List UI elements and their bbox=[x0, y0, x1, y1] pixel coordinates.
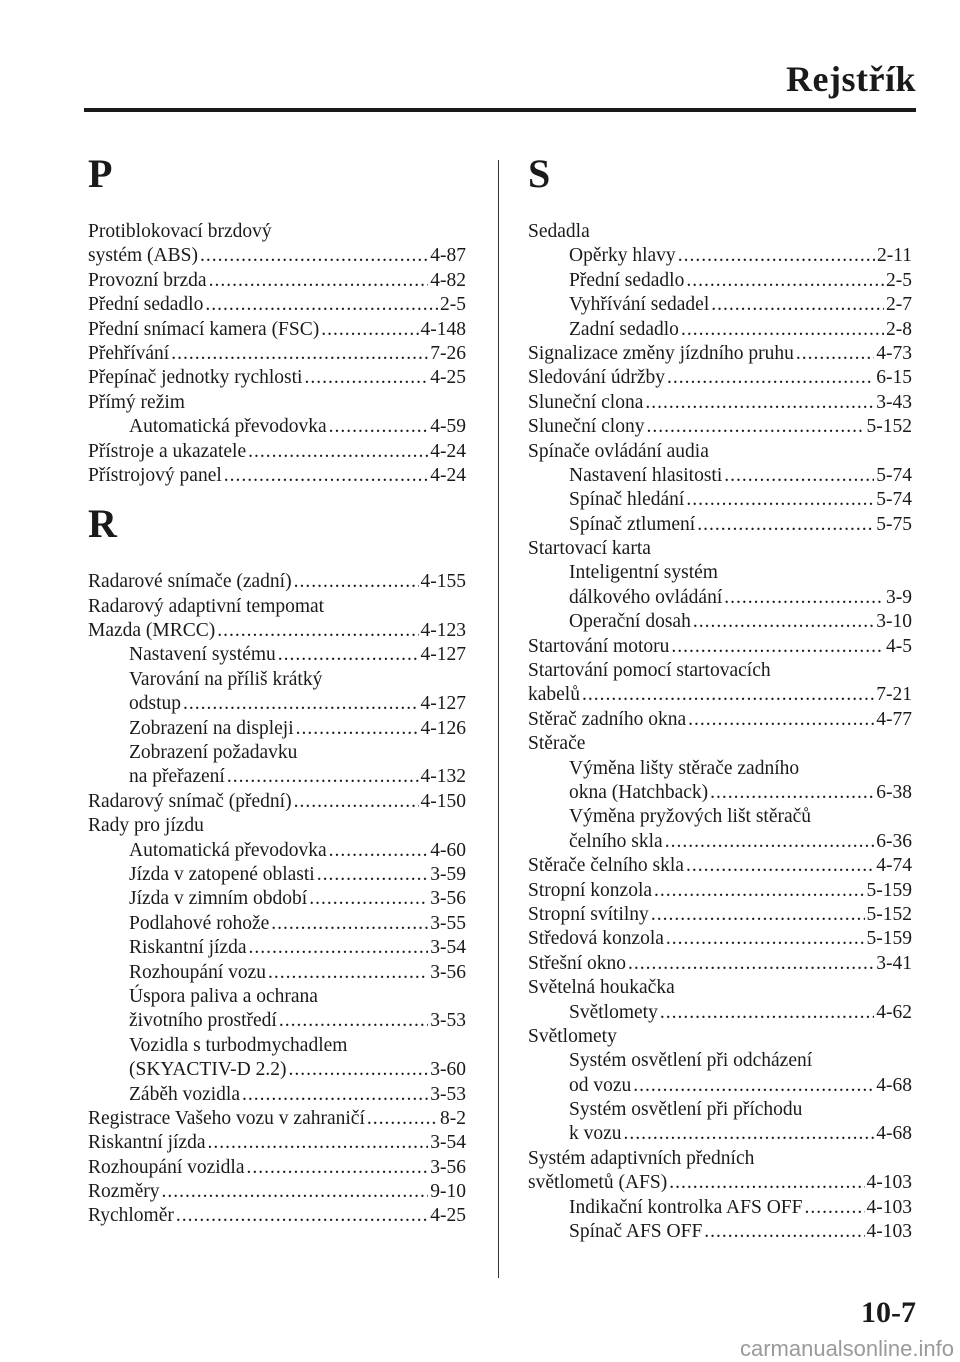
index-entry-term: Světlomety bbox=[569, 1001, 658, 1023]
index-entry bbox=[88, 985, 466, 1009]
index-entry-term: Radarový snímač (přední) bbox=[88, 790, 292, 812]
index-entry bbox=[528, 1122, 912, 1146]
index-column-left bbox=[88, 150, 466, 1229]
index-entry bbox=[528, 976, 912, 1000]
index-entry-term: Světelná houkačka bbox=[528, 977, 675, 999]
dot-leader bbox=[279, 1009, 428, 1033]
dot-leader bbox=[294, 790, 419, 814]
index-entry-page: 4-103 bbox=[866, 1172, 912, 1194]
dot-leader bbox=[171, 342, 428, 366]
index-entry-term: Stropní svítilny bbox=[528, 903, 649, 925]
index-entry-term: odstup bbox=[129, 693, 182, 715]
index-letter-heading: R bbox=[88, 501, 117, 547]
index-entry bbox=[88, 1180, 466, 1204]
index-entry-page: 6-38 bbox=[876, 781, 912, 803]
index-entry-term: Přepínač jednotky rychlosti bbox=[88, 367, 303, 389]
dot-leader bbox=[796, 342, 874, 366]
watermark: carmanualsonline.info bbox=[739, 1336, 954, 1361]
index-entry-page: 4-103 bbox=[866, 1221, 912, 1243]
index-entry-term: Systém osvětlení při odcházení bbox=[569, 1050, 813, 1072]
index-entry-term: Radarové snímače (zadní) bbox=[88, 571, 292, 593]
index-entry bbox=[88, 1131, 466, 1155]
index-entry-term: Zobrazení na displeji bbox=[129, 717, 294, 739]
index-entry-page: 3-53 bbox=[430, 1010, 466, 1032]
index-entry bbox=[88, 1083, 466, 1107]
dot-leader bbox=[309, 887, 428, 911]
index-entry-page: 5-152 bbox=[866, 416, 912, 438]
index-entry-term: Riskantní jízda bbox=[129, 937, 247, 959]
index-entry-term: Sledování údržby bbox=[528, 367, 666, 389]
section-gap bbox=[88, 488, 466, 500]
dot-leader bbox=[669, 1171, 864, 1195]
index-entry-term: Zobrazení požadavku bbox=[129, 742, 298, 764]
index-entry-term: Přední sedadlo bbox=[569, 269, 685, 291]
index-entry-term: Sluneční clona bbox=[528, 391, 644, 413]
index-entry-term: Vyhřívání sedadel bbox=[569, 294, 710, 316]
index-entry-term: Startování motoru bbox=[528, 635, 670, 657]
index-entry bbox=[528, 635, 912, 659]
dot-leader bbox=[654, 879, 864, 903]
index-entry-term: Spínač ztlumení bbox=[569, 513, 696, 535]
dot-leader bbox=[804, 1196, 864, 1220]
index-entry bbox=[528, 1171, 912, 1195]
index-entry-term: Mazda (MRCC) bbox=[88, 620, 216, 642]
index-entry-term: Jízda v zimním období bbox=[129, 888, 308, 910]
index-entry-page: 4-150 bbox=[420, 790, 466, 812]
dot-leader bbox=[697, 513, 874, 537]
index-entry-term: Přední sedadlo bbox=[88, 294, 204, 316]
dot-leader bbox=[296, 717, 419, 741]
index-entry bbox=[528, 927, 912, 951]
index-entry-term: Výměna lišty stěrače zadního bbox=[569, 757, 800, 779]
index-entry bbox=[88, 692, 466, 716]
index-entry-page: 2-8 bbox=[886, 318, 912, 340]
column-divider bbox=[498, 160, 499, 1278]
index-entry-term: Startování pomocí startovacích bbox=[528, 660, 771, 682]
index-entry bbox=[528, 903, 912, 927]
dot-leader bbox=[646, 415, 864, 439]
dot-leader bbox=[224, 464, 428, 488]
index-entry-page: 9-10 bbox=[430, 1181, 466, 1203]
index-entry bbox=[88, 814, 466, 838]
index-entry bbox=[88, 1058, 466, 1082]
index-entry-page: 3-53 bbox=[430, 1083, 466, 1105]
index-entry bbox=[528, 610, 912, 634]
index-entry-term: Registrace Vašeho vozu v zahraničí bbox=[88, 1107, 365, 1129]
index-entry-term: Spínač AFS OFF bbox=[569, 1221, 703, 1243]
index-entry bbox=[528, 1025, 912, 1049]
index-entry-page: 5-74 bbox=[876, 464, 912, 486]
index-entry-term: Rychloměr bbox=[88, 1205, 174, 1227]
index-entry bbox=[88, 464, 466, 488]
index-entry bbox=[88, 839, 466, 863]
index-entry-page: 5-74 bbox=[876, 489, 912, 511]
index-entry-term: Úspora paliva a ochrana bbox=[129, 985, 318, 1007]
index-entry-term: Varování na příliš krátký bbox=[129, 668, 323, 690]
index-entry-term: Zadní sedadlo bbox=[569, 318, 679, 340]
index-entry-term: Stěrače bbox=[528, 733, 586, 755]
dot-leader bbox=[671, 635, 884, 659]
index-entry-term: Přehřívání bbox=[88, 342, 170, 364]
index-entry-term: Riskantní jízda bbox=[88, 1132, 206, 1154]
index-entry-page: 7-21 bbox=[876, 684, 912, 706]
index-entry-page: 4-24 bbox=[430, 464, 466, 486]
index-entry-term: Světlomety bbox=[528, 1025, 617, 1047]
dot-leader bbox=[321, 318, 418, 342]
index-entry bbox=[88, 595, 466, 619]
dot-leader bbox=[304, 366, 428, 390]
index-entry-page: 3-60 bbox=[430, 1059, 466, 1081]
index-entry-term: Nastavení systému bbox=[129, 644, 276, 666]
header-rule bbox=[84, 108, 916, 112]
dot-leader bbox=[633, 1074, 874, 1098]
index-entry-term: Inteligentní systém bbox=[569, 562, 718, 584]
index-entry-page: 5-159 bbox=[866, 928, 912, 950]
dot-leader bbox=[660, 1001, 874, 1025]
page-title: Rejstřík bbox=[786, 59, 916, 99]
index-entry-page: 4-126 bbox=[420, 717, 466, 739]
dot-leader bbox=[628, 952, 874, 976]
index-entry-page: 3-54 bbox=[430, 937, 466, 959]
dot-leader bbox=[247, 1156, 429, 1180]
dot-leader bbox=[582, 683, 874, 707]
index-entry-term: Systém osvětlení při příchodu bbox=[569, 1099, 803, 1121]
index-entry-term: Rozměry bbox=[88, 1181, 160, 1203]
index-entry bbox=[88, 342, 466, 366]
index-entry-page: 3-43 bbox=[876, 391, 912, 413]
index-entry-term: kabelů bbox=[528, 684, 580, 706]
index-entry bbox=[528, 244, 912, 268]
dot-leader bbox=[294, 570, 419, 594]
dot-leader bbox=[686, 854, 874, 878]
index-entry bbox=[88, 244, 466, 268]
index-entry-page: 3-55 bbox=[430, 912, 466, 934]
index-entry-term: Přímý režim bbox=[88, 391, 185, 413]
dot-leader bbox=[208, 1131, 429, 1155]
index-entry bbox=[88, 1107, 466, 1131]
dot-leader bbox=[205, 293, 438, 317]
index-entry bbox=[88, 391, 466, 415]
index-entry bbox=[528, 440, 912, 464]
index-entry bbox=[88, 415, 466, 439]
index-entry-term: Spínač hledání bbox=[569, 489, 685, 511]
dot-leader bbox=[678, 244, 875, 268]
dot-leader bbox=[242, 1083, 428, 1107]
index-entry-page: 4-68 bbox=[876, 1074, 912, 1096]
index-entry-term: Stropní konzola bbox=[528, 879, 653, 901]
index-entry-page: 4-74 bbox=[876, 855, 912, 877]
index-entry bbox=[528, 586, 912, 610]
index-entry bbox=[528, 537, 912, 561]
dot-leader bbox=[667, 366, 874, 390]
index-column-right bbox=[528, 150, 912, 1244]
index-entry bbox=[88, 1034, 466, 1058]
index-entry-page: 4-73 bbox=[876, 342, 912, 364]
index-entry bbox=[528, 220, 912, 244]
dot-leader bbox=[329, 415, 429, 439]
dot-leader bbox=[367, 1107, 438, 1131]
index-entry-term: Výměna pryžových lišt stěračů bbox=[569, 806, 812, 828]
page-number: 10-7 bbox=[861, 1296, 916, 1329]
index-entry-term: Signalizace změny jízdního pruhu bbox=[528, 342, 794, 364]
index-entry bbox=[88, 741, 466, 765]
index-entry bbox=[528, 659, 912, 683]
index-entry bbox=[88, 668, 466, 692]
index-entry-page: 4-155 bbox=[420, 571, 466, 593]
dot-leader bbox=[161, 1180, 428, 1204]
index-entry bbox=[88, 318, 466, 342]
index-entry bbox=[528, 879, 912, 903]
index-entry-term: Systém adaptivních předních bbox=[528, 1147, 755, 1169]
dot-leader bbox=[200, 244, 428, 268]
index-entry bbox=[528, 1147, 912, 1171]
index-entry-term: Stěrače čelního skla bbox=[528, 855, 684, 877]
index-letter-heading: P bbox=[88, 151, 113, 196]
index-entry-page: 2-5 bbox=[440, 294, 466, 316]
index-entry-page: 4-127 bbox=[420, 644, 466, 666]
index-entry bbox=[88, 366, 466, 390]
dot-leader bbox=[686, 269, 884, 293]
index-entry-page: 7-26 bbox=[430, 342, 466, 364]
index-entry-term: životního prostředí bbox=[129, 1010, 277, 1032]
dot-leader bbox=[271, 912, 428, 936]
index-entry bbox=[88, 936, 466, 960]
index-entry bbox=[528, 805, 912, 829]
dot-leader bbox=[666, 927, 865, 951]
index-entry bbox=[528, 1049, 912, 1073]
index-entry bbox=[88, 887, 466, 911]
dot-leader bbox=[227, 765, 419, 789]
index-entry bbox=[528, 708, 912, 732]
index-entry-term: na přeřazení bbox=[129, 766, 225, 788]
index-entry-term: Jízda v zatopené oblasti bbox=[129, 863, 315, 885]
index-entry-page: 2-11 bbox=[876, 245, 912, 267]
index-entry bbox=[88, 269, 466, 293]
index-entry-page: 4-59 bbox=[430, 416, 466, 438]
index-entry-term: Protiblokovací brzdový bbox=[88, 221, 272, 242]
index-entry-term: Vozidla s turbodmychadlem bbox=[129, 1034, 348, 1056]
dot-leader bbox=[724, 586, 884, 610]
index-entry-page: 4-87 bbox=[430, 245, 466, 267]
index-entry bbox=[528, 854, 912, 878]
index-entry bbox=[528, 1074, 912, 1098]
index-entry-page: 3-56 bbox=[430, 888, 466, 910]
dot-leader bbox=[681, 318, 884, 342]
index-entry-page: 3-56 bbox=[430, 1156, 466, 1178]
index-entry-page: 8-2 bbox=[440, 1107, 466, 1129]
dot-leader bbox=[183, 692, 418, 716]
index-entry-term: Sedadla bbox=[528, 221, 590, 242]
index-entry-term: Sluneční clony bbox=[528, 416, 645, 438]
index-entry-page: 4-132 bbox=[420, 766, 466, 788]
index-entry-term: Radarový adaptivní tempomat bbox=[88, 595, 325, 617]
index-entry-term: Rozhoupání vozu bbox=[129, 961, 267, 983]
index-entry bbox=[88, 440, 466, 464]
index-entry-page: 5-152 bbox=[866, 903, 912, 925]
index-entry bbox=[88, 863, 466, 887]
index-entry bbox=[528, 513, 912, 537]
dot-leader bbox=[249, 936, 429, 960]
dot-leader bbox=[688, 708, 874, 732]
index-entry-page: 5-159 bbox=[866, 879, 912, 901]
index-entry-term: Automatická převodovka bbox=[129, 839, 327, 861]
index-entry-term: Startovací karta bbox=[528, 538, 651, 560]
index-entry-page: 4-25 bbox=[430, 367, 466, 389]
index-entry bbox=[528, 318, 912, 342]
index-entry-page: 5-75 bbox=[876, 513, 912, 535]
index-entry-page: 6-15 bbox=[876, 367, 912, 389]
index-entry-page: 4-123 bbox=[420, 620, 466, 642]
index-entry-term: Rady pro jízdu bbox=[88, 815, 204, 837]
index-entry-term: Střešní okno bbox=[528, 952, 627, 974]
index-entry-term: Záběh vozidla bbox=[129, 1083, 240, 1105]
index-entry bbox=[88, 570, 466, 594]
index-entry bbox=[528, 1098, 912, 1122]
index-entry-term: Opěrky hlavy bbox=[569, 245, 676, 267]
index-entry bbox=[528, 293, 912, 317]
index-entry bbox=[88, 717, 466, 741]
index-entry-page: 3-10 bbox=[876, 611, 912, 633]
index-entry-page: 4-25 bbox=[430, 1205, 466, 1227]
dot-leader bbox=[317, 863, 429, 887]
dot-leader bbox=[209, 269, 429, 293]
index-entry bbox=[528, 1196, 912, 1220]
index-entry-term: Rozhoupání vozidla bbox=[88, 1156, 245, 1178]
index-entry-page: 4-127 bbox=[420, 693, 466, 715]
dot-leader bbox=[693, 610, 874, 634]
index-entry-term: světlometů (AFS) bbox=[528, 1172, 668, 1194]
index-entry bbox=[88, 220, 466, 244]
index-entry-term: (SKYACTIV-D 2.2) bbox=[129, 1059, 287, 1081]
index-entry bbox=[528, 488, 912, 512]
index-entry-page: 3-54 bbox=[430, 1132, 466, 1154]
dot-leader bbox=[278, 643, 419, 667]
dot-leader bbox=[268, 961, 428, 985]
index-entry-page: 4-77 bbox=[876, 708, 912, 730]
index-entry bbox=[528, 1220, 912, 1244]
index-entry-term: Přístroje a ukazatele bbox=[88, 440, 247, 462]
index-entry-term: Indikační kontrolka AFS OFF bbox=[569, 1196, 803, 1218]
index-entry bbox=[88, 790, 466, 814]
index-entry-term: Stěrač zadního okna bbox=[528, 708, 687, 730]
index-entry-term: od vozu bbox=[569, 1074, 632, 1096]
dot-leader bbox=[710, 781, 874, 805]
index-entry bbox=[528, 732, 912, 756]
index-entry-term: Provozní brzda bbox=[88, 269, 207, 291]
index-entry-term: okna (Hatchback) bbox=[569, 781, 709, 803]
index-entry-page: 4-103 bbox=[866, 1196, 912, 1218]
dot-leader bbox=[176, 1204, 428, 1228]
dot-leader bbox=[624, 1122, 875, 1146]
index-entry bbox=[528, 366, 912, 390]
index-entry bbox=[528, 561, 912, 585]
index-entry bbox=[88, 1204, 466, 1228]
index-entry-page: 3-41 bbox=[876, 952, 912, 974]
index-entry-term: Operační dosah bbox=[569, 611, 691, 633]
index-entry-page: 4-68 bbox=[876, 1123, 912, 1145]
index-entry-page: 4-82 bbox=[430, 269, 466, 291]
index-entry-term: Přední snímací kamera (FSC) bbox=[88, 318, 320, 340]
index-entry bbox=[528, 415, 912, 439]
index-entry-term: dálkového ovládání bbox=[569, 586, 723, 608]
dot-leader bbox=[704, 1220, 864, 1244]
index-entry-term: Přístrojový panel bbox=[88, 464, 222, 486]
index-entry-term: čelního skla bbox=[569, 830, 663, 852]
index-entry-page: 3-9 bbox=[886, 586, 912, 608]
index-entry bbox=[528, 683, 912, 707]
index-entry-page: 6-36 bbox=[876, 830, 912, 852]
index-entry-page: 4-24 bbox=[430, 440, 466, 462]
index-entry bbox=[528, 781, 912, 805]
index-letter-heading: S bbox=[528, 151, 551, 196]
index-entry-term: Automatická převodovka bbox=[129, 416, 327, 438]
index-entry-term: Podlahové rohože bbox=[129, 912, 270, 934]
index-entry bbox=[528, 952, 912, 976]
index-entry bbox=[528, 269, 912, 293]
index-entry bbox=[88, 619, 466, 643]
index-entry bbox=[88, 1156, 466, 1180]
index-entry bbox=[88, 765, 466, 789]
index-entry-page: 4-5 bbox=[886, 635, 912, 657]
dot-leader bbox=[724, 464, 874, 488]
index-entry-term: Středová konzola bbox=[528, 928, 664, 950]
index-entry bbox=[88, 293, 466, 317]
dot-leader bbox=[248, 440, 428, 464]
index-entry bbox=[528, 1001, 912, 1025]
dot-leader bbox=[645, 391, 874, 415]
index-entry-term: Nastavení hlasitosti bbox=[569, 464, 723, 486]
dot-leader bbox=[665, 830, 875, 854]
dot-leader bbox=[217, 619, 418, 643]
index-entry-page: 4-62 bbox=[876, 1001, 912, 1023]
index-entry-term: Spínače ovládání audia bbox=[528, 440, 709, 462]
dot-leader bbox=[686, 488, 874, 512]
index-entry-page: 2-5 bbox=[886, 269, 912, 291]
index-entry bbox=[88, 643, 466, 667]
index-entry bbox=[528, 342, 912, 366]
index-entry-term: systém (ABS) bbox=[88, 245, 198, 267]
index-entry-page: 3-59 bbox=[430, 863, 466, 885]
dot-leader bbox=[651, 903, 865, 927]
dot-leader bbox=[288, 1058, 428, 1082]
index-entry bbox=[88, 961, 466, 985]
index-entry bbox=[528, 830, 912, 854]
index-entry bbox=[88, 1009, 466, 1033]
index-entry bbox=[528, 391, 912, 415]
dot-leader bbox=[711, 293, 884, 317]
index-entry-term: k vozu bbox=[569, 1123, 622, 1145]
index-entry-page: 2-7 bbox=[886, 294, 912, 316]
index-entry-page: 4-60 bbox=[430, 839, 466, 861]
index-entry bbox=[528, 464, 912, 488]
index-entry bbox=[88, 912, 466, 936]
index-entry-page: 3-56 bbox=[430, 961, 466, 983]
index-entry-page: 4-148 bbox=[420, 318, 466, 340]
dot-leader bbox=[329, 839, 429, 863]
index-entry bbox=[528, 757, 912, 781]
